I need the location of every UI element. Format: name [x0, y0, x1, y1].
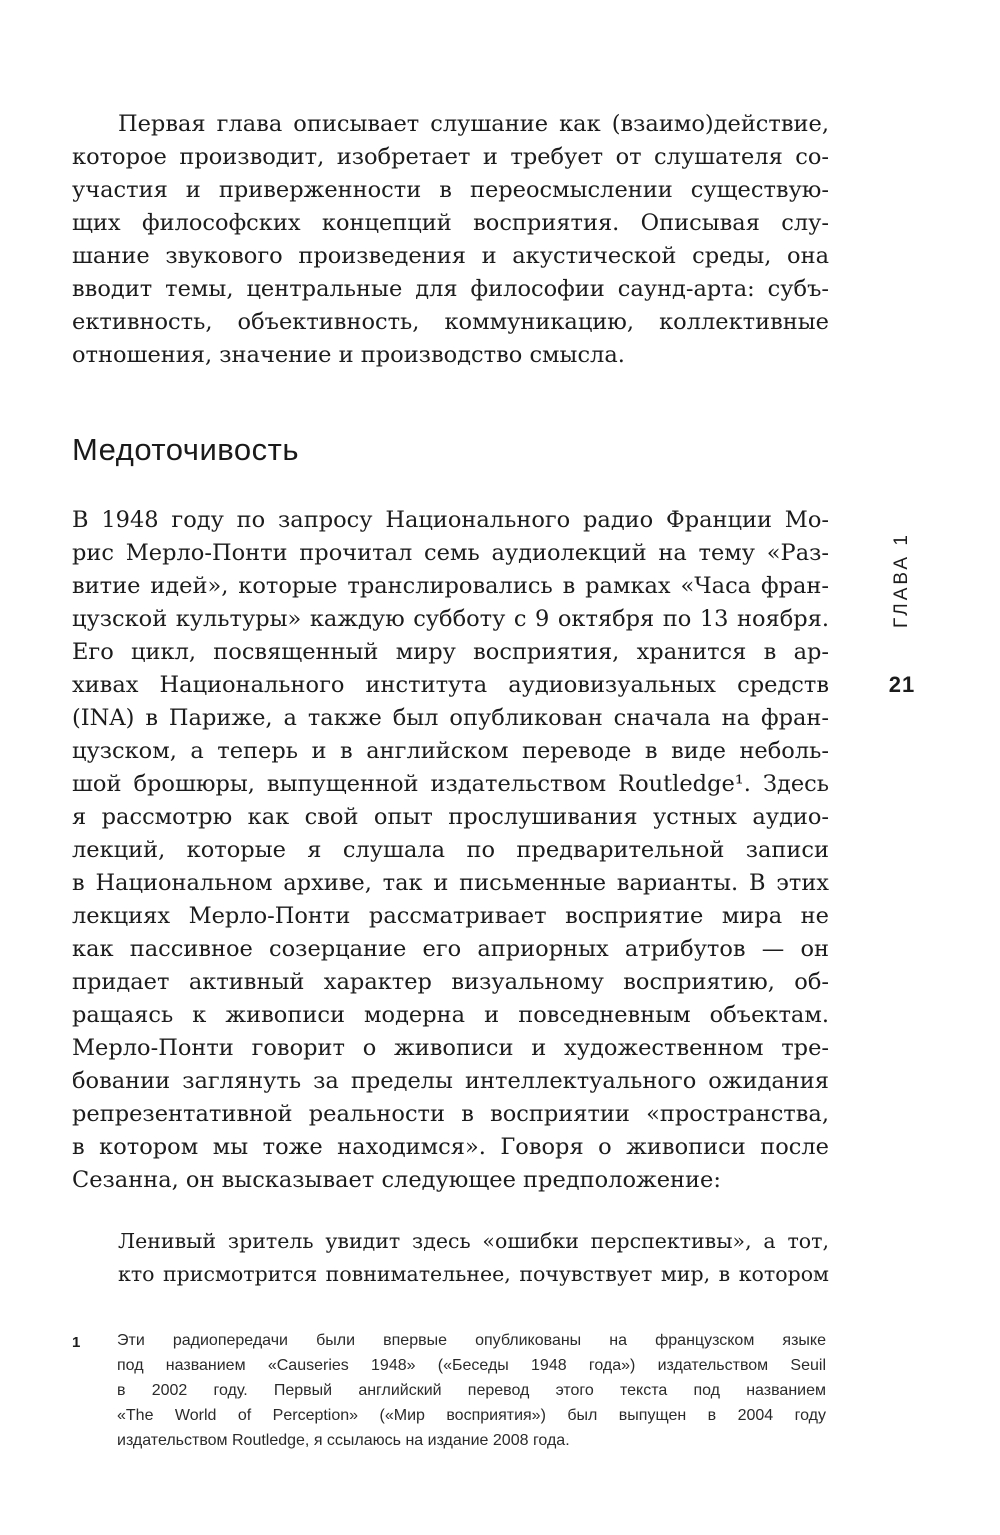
body-line: в котором мы тоже находимся». Говоря о живописи после — [72, 1134, 829, 1160]
body-line: бовании заглянуть за пределы интеллектуального ожидания — [72, 1068, 829, 1094]
intro-line: щих философских концепций восприятия. Описывая слу- — [72, 210, 829, 236]
body-line: лекций, которые я слушала по предварительной записи — [72, 837, 829, 863]
body-line: придает активный характер визуальному восприятию, об- — [72, 969, 829, 995]
body-line: как пассивное созерцание его априорных атрибутов — он — [72, 936, 829, 962]
body-line: Сезанна, он высказывает следующее предположение: — [72, 1167, 721, 1193]
footnote-marker: 1 — [72, 1334, 81, 1351]
body-line: цузской культуры» каждую субботу с 9 октября по 13 ноября. — [72, 606, 829, 632]
intro-line: шание звукового произведения и акустической среды, она — [72, 243, 829, 269]
footnote-line: издательством Routledge, я ссылаюсь на издание 2008 года. — [117, 1432, 570, 1449]
page-number: 21 — [888, 672, 916, 697]
intro-line: отношения, значение и производство смысла. — [72, 342, 625, 368]
body-line: ращаясь к живописи модерна и повседневным объектам. — [72, 1002, 829, 1028]
body-line: хивах Национального института аудиовизуальных средств — [72, 672, 829, 698]
body-line: в Национальном архиве, так и письменные варианты. В этих — [72, 870, 829, 896]
footnote-line: под названием «Causeries 1948» («Беседы 1948 года») издательством Seuil — [117, 1357, 826, 1374]
intro-line: Первая глава описывает слушание как (взаимо)действие, — [118, 111, 829, 137]
chapter-label: ГЛАВА 1 — [891, 532, 912, 628]
intro-line: участия и приверженности в переосмыслении существую- — [72, 177, 829, 203]
intro-line: ективность, объективность, коммуникацию, коллективные — [72, 309, 829, 335]
body-line: репрезентативной реальности в восприятии «пространства, — [72, 1101, 829, 1127]
body-line: рис Мерло-Понти прочитал семь аудиолекций на тему «Раз- — [72, 540, 829, 566]
quote-line: Ленивый зритель увидит здесь «ошибки перспективы», а тот, — [118, 1229, 829, 1253]
body-line: витие идей», которые транслировались в рамках «Часа фран- — [72, 573, 829, 599]
body-line: цузском, а теперь и в английском переводе в виде неболь- — [72, 738, 829, 764]
body-line: (INA) в Париже, а также был опубликован сначала на фран- — [72, 705, 829, 731]
body-line: Мерло-Понти говорит о живописи и художественном тре- — [72, 1035, 829, 1061]
body-line: я рассмотрю как свой опыт прослушивания устных аудио- — [72, 804, 829, 830]
footnote-line: Эти радиопередачи были впервые опубликованы на французском языке — [117, 1332, 826, 1349]
body-line: шой брошюры, выпущенной издательством Routledge¹. Здесь — [72, 771, 829, 797]
body-line: Его цикл, посвященный миру восприятия, хранится в ар- — [72, 639, 829, 665]
body-line: лекциях Мерло-Понти рассматривает восприятие мира не — [72, 903, 829, 929]
section-heading: Медоточивость — [72, 432, 299, 467]
intro-line: которое производит, изобретает и требует от слушателя со- — [72, 144, 829, 170]
intro-line: вводит темы, центральные для философии саунд-арта: субъ- — [72, 276, 829, 302]
body-line: В 1948 году по запросу Национального радио Франции Мо- — [72, 507, 829, 533]
footnote-line: в 2002 году. Первый английский перевод этого текста под названием — [117, 1382, 826, 1399]
footnote-line: «The World of Perception» («Мир восприятия») был выпущен в 2004 году — [117, 1407, 826, 1424]
quote-line: кто присмотрится повнимательнее, почувствует мир, в котором — [118, 1262, 829, 1286]
